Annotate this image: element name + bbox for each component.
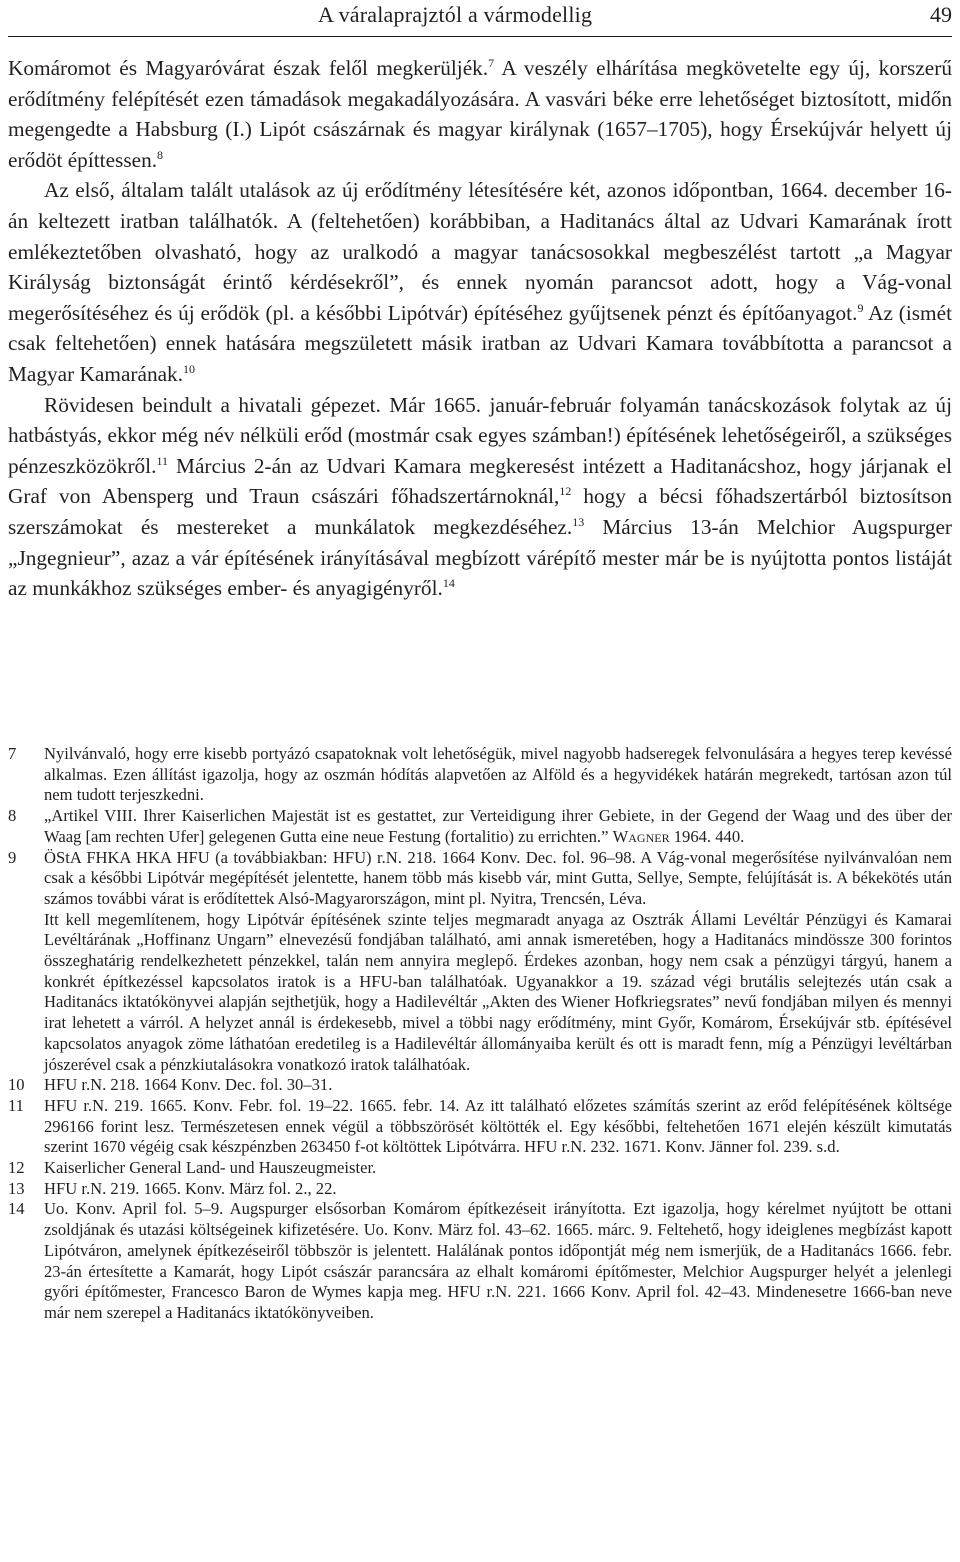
footnote-text: „Artikel VIII. Ihrer Kaiserlichen Majestät ist es gestattet, zur Verteidigung ihrer Gebiete, in der Gegend der Waag und des über der Waag [am rechten Ufer] gelegenen Gutta eine neue Festung (fortalitio) zu errichten.”	[44, 806, 952, 846]
footnote-author: Wagner	[612, 826, 670, 846]
footnote	[8, 1199, 952, 1323]
footnote	[8, 848, 952, 910]
paragraph-text: A veszély elhárítása megkövetelte egy új, korszerű erődítmény felépítését ezen támadások megakadályozására. A vasvári béke erre lehetőséget biztosított, midőn megengedte a Habsburg (I.) Lipót császárnak és magyar királynak (1657–1705), hogy Érsekújvár helyett új erődöt építtessen.	[8, 56, 952, 172]
paragraph-text: Az (ismét csak feltehetően) ennek hatására megszületett másik iratban az Udvari Kamara továbbította a parancsot a Magyar Kamarának.	[8, 300, 952, 386]
footnote-text: Kaiserlicher General Land- und Hauszeugmeister.	[44, 1158, 377, 1178]
footnote-ref[interactable]: 12	[559, 484, 572, 499]
footnote-ref[interactable]: 14	[442, 576, 455, 591]
paragraph-text: Rövidesen beindult a hivatali gépezet. Már 1665. január-február folyamán tanácskozások folytak az új hatbástyás, ekkor még név nélküli erőd (mostmár csak egyes számban!) építésének lehetőségeiről, a szükséges pénzeszközökről.	[8, 392, 952, 478]
footnote-number: 9	[8, 847, 17, 867]
footnote	[8, 1179, 952, 1200]
paragraph-text: hogy a bécsi főhadszertárból biztosítson szerszámokat és mestereket a munkálatok megkezdéséhez.	[8, 484, 952, 539]
footnote-number: 14	[8, 1199, 25, 1219]
paragraph-text: Komáromot és Magyaróvárat észak felől megkerüljék.	[8, 56, 489, 80]
running-title: A váralaprajztól a vármodellig	[318, 2, 593, 27]
footnote-number: 10	[8, 1075, 25, 1095]
paragraph-text: Március 13-án Melchior Augspurger „Jngegnieur”, azaz a vár építésének irányításával megbízott várépítő mester már be is nyújtotta pontos listáját az munkákhoz szükséges ember- és anyagigényről.	[8, 514, 953, 601]
footnote-ref[interactable]: 11	[156, 453, 168, 468]
paragraph	[8, 175, 952, 389]
paragraph	[8, 53, 952, 175]
footnote	[8, 1158, 952, 1179]
footnote	[8, 1075, 952, 1096]
footnote-continuation	[8, 910, 952, 1076]
footnote-number: 8	[8, 806, 17, 826]
footnote-ref[interactable]: 7	[488, 56, 495, 70]
running-header	[8, 0, 952, 37]
footnote-number: 11	[8, 1095, 24, 1115]
footnote-text: ÖStA FHKA HKA HFU (a továbbiakban: HFU) r.N. 218. 1664 Konv. Dec. fol. 96–98. A Vág-vonal megerősítése nyilvánvalóan nem csak a későbbi Lipótvár megépítését jelentette, hanem több más kisebb vár, mint Gutta, Sellye, Sempte, felújítását is. A békekötés után számos további várat is erődítettek Alsó-Magyarországon, mint pl. Nyitra, Trencsén, Léva.	[44, 847, 952, 908]
footnote-ref[interactable]: 9	[857, 300, 864, 315]
footnote-text: Itt kell megemlítenem, hogy Lipótvár építésének szinte teljes megmaradt anyaga az Osztrák Állami Levéltár Pénzügyi és Kamarai Levéltárának „Hoffinanz Ungarn” elnevezésű fondjában található, ami annak ismeretében, hogy a Haditanács mindössze 300 forintos összeghatárig rendelkezhetett pénzekkel, talán nem annyira meglepő. Érdekes azonban, hogy nem csak a pénzügyi tárgyú, hanem a konkrét építkezéssel kapcsolatos iratok is a HFU-ban találhatóak. Ugyanakkor a 19. század végi brutális selejtezés után csak a Haditanács iktatókönyvei alapján sejthetjük, hogy a Hadilevéltár „Akten des Wiener Hofkriegsrates” nevű fondjában milyen és mennyi irat lehetett a várról. A helyzet annál is érdekesebb, mivel a többi nagy erődítmény, mint Győr, Komárom, Érsekújvár stb. építésével kapcsolatos anyagok zöme láthatóan eredetileg is a Hadilevéltár állományaiba került és ott is maradt fenn, míg a Pénzügyi levéltárban jószerével csak a pénzkiutalásokra vonatkozó iratok találhatóak.	[44, 909, 952, 1074]
paragraph-text: Az első, általam talált utalások az új erődítmény létesítésére két, azonos időpontban, 1664. december 16-án keltezett iratban találhatók. A (feltehetően) korábbiban, a Haditanács által az Udvari Kamarának írott emlékeztetőben olvasható, hogy az uralkodó a magyar tanácsosokkal megbeszélést tartott „a Magyar Királyság biztonságát érintő kérdésekről”, és ennek nyomán parancsot adott, hogy a Vág-vonal megerősítéséhez és új erődök (pl. a későbbi Lipótvár) építéséhez gyűjtsenek pénzt és építőanyagot.	[8, 178, 952, 325]
footnote	[8, 744, 952, 806]
page-number: 49	[930, 2, 952, 27]
footnote-number: 7	[8, 744, 17, 763]
paragraph	[8, 390, 952, 604]
footnote-text: HFU r.N. 218. 1664 Konv. Dec. fol. 30–31.	[44, 1075, 333, 1095]
footnote	[8, 1096, 952, 1158]
footnote-text: HFU r.N. 219. 1665. Konv. März fol. 2., 22.	[44, 1178, 337, 1198]
footnote-text: HFU r.N. 219. 1665. Konv. Febr. fol. 19–22. 1665. febr. 14. Az itt található előzetes számítás szerint az erőd felépítésének költsége 296166 forint lesz. Természetesen ennek végül a többszörösét költötték el. Egy későbbi, feltehetően 1671 elején készült kimutatás szerint 1670 végéig csak készpénzben 263450 f-ot költöttek Lipótvárra. HFU r.N. 232. 1671. Konv. Jänner fol. 239. s.d.	[44, 1095, 952, 1157]
footnote-ref[interactable]: 8	[157, 147, 164, 162]
footnote-text: Uo. Konv. April fol. 5–9. Augspurger elsősorban Komárom építkezéseit irányította. Ezt igazolja, hogy kérelmet nyújtott be ottani zsoldjának és utazási költségeinek kifizetésére. Uo. Konv. März fol. 43–62. 1665. márc. 9. Feltehető, hogy ideiglenes megbízást kapott Lipótváron, amelynek építkezéseiről többször is jelentett. Halálának pontos időpontját még nem ismerjük, de a Haditanács 1666. febr. 23-án értesítette a Kamarát, hogy Lipót császár parancsára az elhalt komáromi építőmester, Melchior Augspurger helyét a jelenlegi győri építőmester, Francesco Baron de Wymes kapja meg. HFU r.N. 221. 1666 Konv. April fol. 42–43. Mindenesetre 1666-ban neve már nem szerepel a Haditanács iktatókönyveiben.	[44, 1199, 952, 1322]
footnote-text: 1964. 440.	[669, 826, 745, 846]
footnote-ref[interactable]: 10	[183, 361, 196, 376]
footnote-ref[interactable]: 13	[572, 514, 585, 529]
footnote-number: 12	[8, 1158, 25, 1178]
footnote	[8, 806, 952, 847]
footnote-number: 13	[8, 1178, 25, 1198]
footnotes	[8, 744, 952, 1324]
paragraph-text: Március 2-án az Udvari Kamara megkeresést intézett a Haditanácshoz, hogy járjanak el Graf von Abensperg und Traun császári főhadszertárnoknál,	[8, 453, 952, 509]
footnote-text: Nyilvánvaló, hogy erre kisebb portyázó csapatoknak volt lehetőségük, mivel nagyobb hadseregek felvonulására a hegyes terep kevéssé alkalmas. Ezen állítást igazolja, hogy az oszmán hódítás alapvetően az Alföld és a hegyvidékek határán megrekedt, tartósan azon túl nem tudott terjeszkedni.	[44, 744, 952, 805]
main-text	[8, 53, 952, 604]
